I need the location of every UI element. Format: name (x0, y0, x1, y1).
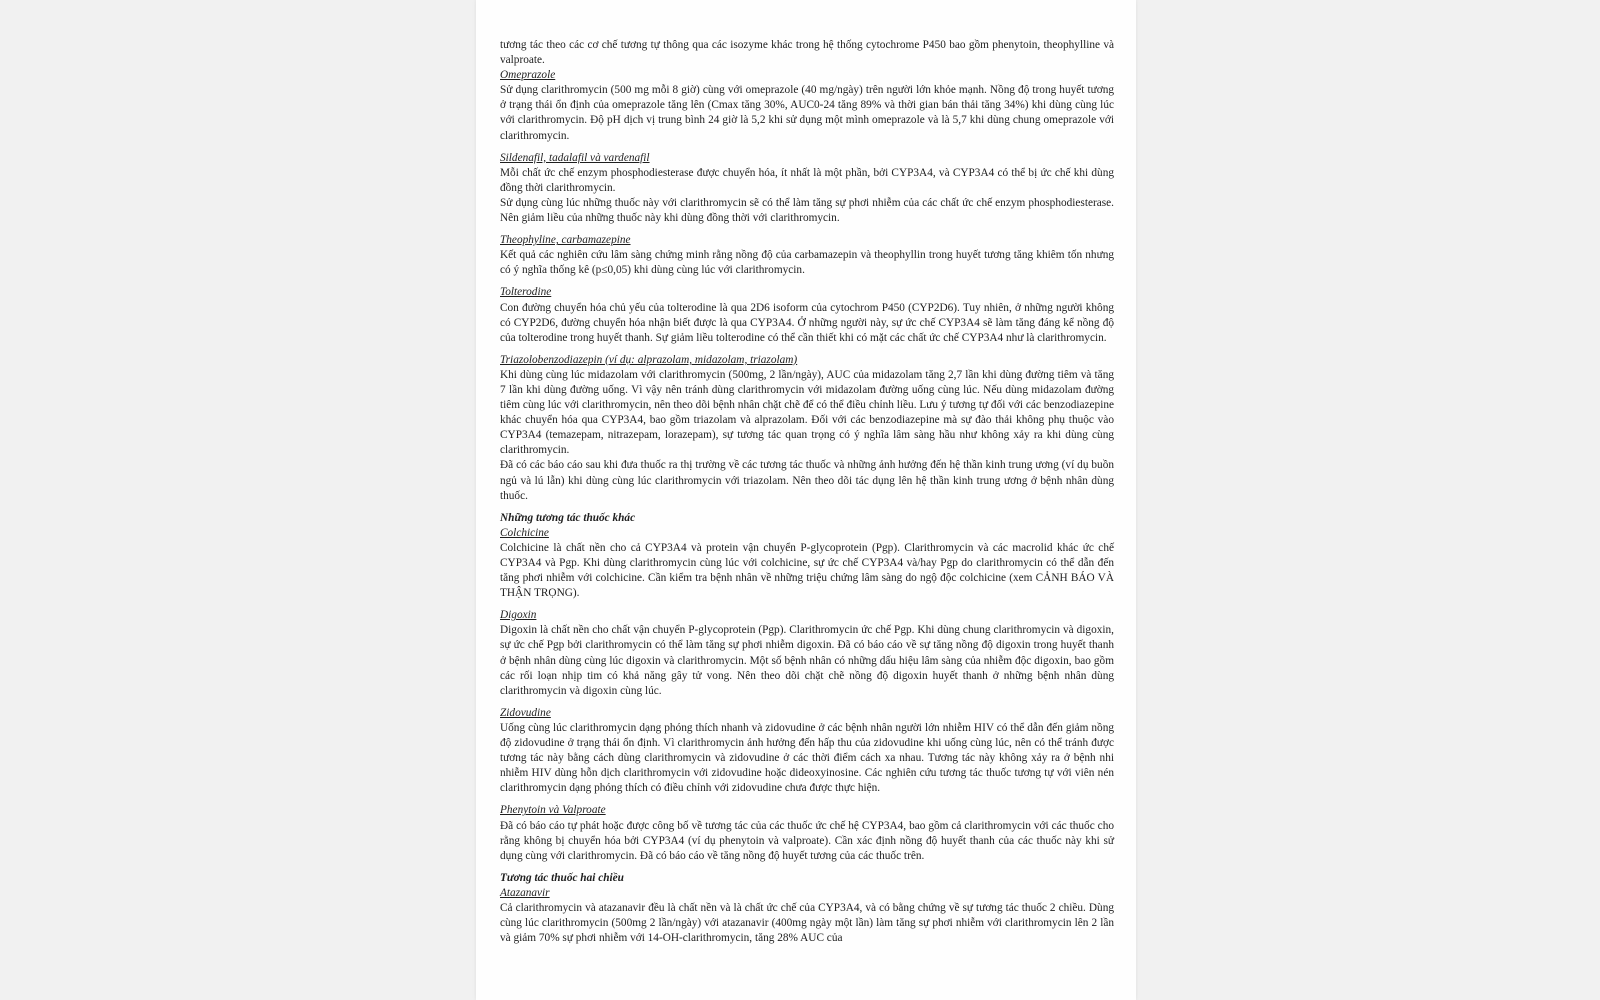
section-body: Colchicine là chất nền cho cả CYP3A4 và protein vận chuyển P-glycoprotein (Pgp). Clarithromycin và các macrolid khác ức chế CYP3A4 và Pgp. Khi dùng clarithromycin cùng lúc với colchicine, sự ức chế CYP3A4 và/hay Pgp do clarithromycin có thể dẫn đến tăng phơi nhiễm với colchicine. Cần kiểm tra bệnh nhân về những triệu chứng lâm sàng do ngộ độc colchicine (xem CẢNH BÁO VÀ THẬN TRỌNG). (500, 541, 1114, 600)
section-heading: Atazanavir (500, 886, 550, 899)
section-zidovudine (500, 706, 1114, 797)
document-page (476, 0, 1136, 1000)
section-phenytoin (500, 803, 1114, 863)
section-body: Khi dùng cùng lúc midazolam với clarithromycin (500mg, 2 lần/ngày), AUC của midazolam tăng 2,7 lần khi dùng đường tiêm và tăng 7 lần khi dùng đường uống. Vì vậy nên tránh dùng clarithromycin với midazolam đường uống cùng lúc. Nếu dùng midazolam đường tiêm cùng lúc với clarithromycin, nên theo dõi bệnh nhân chặt chẽ để có thể điều chỉnh liều. Lưu ý tương tự đối với các benzodiazepine khác chuyển hóa qua CYP3A4, bao gồm triazolam và alprazolam. Đối với các benzodiazepine mà sự đào thải không phụ thuộc vào CYP3A4 (temazepam, nitrazepam, lorazepam), sự tương tác quan trọng có ý nghĩa lâm sàng hầu như không xảy ra khi dùng cùng clarithromycin. (500, 368, 1114, 457)
section-heading: Omeprazole (500, 69, 556, 82)
section-triazolobenzodiazepin (500, 353, 1114, 504)
group-other-interactions (500, 511, 1114, 602)
section-body: Digoxin là chất nền cho chất vận chuyển P-glycoprotein (Pgp). Clarithromycin ức chế Pgp. Khi dùng chung clarithromycin và digoxin, sự ức chế Pgp bởi clarithromycin có thể làm tăng sự phơi nhiễm digoxin. Đã có báo cáo về sự tăng nồng độ digoxin trong huyết thanh ở bệnh nhân dùng cùng lúc digoxin và clarithromycin. Một số bệnh nhân có những dấu hiệu lâm sàng của nhiễm độc digoxin, bao gồm các rối loạn nhịp tim có khả năng gây tử vong. Nên theo dõi chặt chẽ nồng độ digoxin huyết thanh ở những bệnh nhân dùng clarithromycin và digoxin cùng lúc. (500, 624, 1114, 697)
group-heading: Những tương tác thuốc khác (500, 511, 636, 524)
section-sildenafil (500, 151, 1114, 226)
page-content (500, 38, 1114, 953)
group-heading: Tương tác thuốc hai chiều (500, 871, 624, 884)
section-tolterodine (500, 285, 1114, 345)
section-heading: Digoxin (500, 609, 537, 622)
section-body: Con đường chuyển hóa chủ yếu của tolterodine là qua 2D6 isoform của cytochrom P450 (CYP2D6). Tuy nhiên, ở những người không có CYP2D6, đường chuyển hóa nhận biết được là qua CYP3A4. Ở những người này, sự ức chế CYP3A4 sẽ làm tăng đáng kể nồng độ của tolterodine trong huyết thanh. Sự giảm liều tolterodine có thể cần thiết khi có mặt các chất ức chế CYP3A4 như là clarithromycin. (500, 301, 1114, 344)
group-two-way-interactions (500, 871, 1114, 946)
section-heading: Zidovudine (500, 706, 551, 719)
section-body: Mỗi chất ức chế enzym phosphodiesterase được chuyển hóa, ít nhất là một phần, bởi CYP3A4, và CYP3A4 có thể bị ức chế khi dùng đồng thời clarithromycin. (500, 166, 1114, 194)
section-body: Uống cùng lúc clarithromycin dạng phóng thích nhanh và zidovudine ở các bệnh nhân người lớn nhiễm HIV có thể dẫn đến giảm nồng độ zidovudine ở trạng thái ổn định. Vì clarithromycin ảnh hưởng đến hấp thu của zidovudine khi uống cùng lúc, nên có thể tránh được tương tác này bằng cách dùng clarithromycin và zidovudine ở các thời điểm cách xa nhau. Tương tác này không xảy ra ở bệnh nhi nhiễm HIV dùng hỗn dịch clarithromycin với zidovudine hoặc dideoxyinosine. Các nghiên cứu tương tác thuốc tương tự với viên nén clarithromycin dạng phóng thích có điều chỉnh với zidovudine chưa được thực hiện. (500, 721, 1114, 795)
section-body: Đã có các báo cáo sau khi đưa thuốc ra thị trường về các tương tác thuốc và những ảnh hưởng đến hệ thần kinh trung ương (ví dụ buồn ngủ và lú lẫn) khi dùng cùng lúc clarithromycin với triazolam. Nên theo dõi tác dụng lên hệ thần kinh trung ương ở bệnh nhân dùng thuốc. (500, 459, 1114, 502)
section-body: Đã có báo cáo tự phát hoặc được công bố về tương tác của các thuốc ức chế hệ CYP3A4, bao gồm cả clarithromycin với các thuốc cho rằng không bị chuyển hóa bởi CYP3A4 (ví dụ phenytoin và valproate). Cần xác định nồng độ huyết thanh của các thuốc này khi sử dụng cùng với clarithromycin. Đã có báo cáo về tăng nồng độ huyết tương của các thuốc trên. (500, 819, 1114, 862)
section-digoxin (500, 608, 1114, 699)
section-heading: Phenytoin và Valproate (500, 804, 606, 817)
section-body: Sử dụng clarithromycin (500 mg mỗi 8 giờ) cùng với omeprazole (40 mg/ngày) trên người lớn khỏe mạnh. Nồng độ trong huyết tương ở trạng thái ổn định của omeprazole tăng lên (Cmax tăng 30%, AUC0-24 tăng 89% và thời gian bán thải tăng 34%) khi dùng cùng lúc với clarithromycin. Độ pH dịch vị trung bình 24 giờ là 5,2 khi sử dụng một mình omeprazole và là 5,7 khi dùng chung omeprazole với clarithromycin. (500, 84, 1114, 142)
section-heading: Colchicine (500, 526, 549, 539)
section-omeprazole (500, 68, 1114, 143)
section-body: Sử dụng cùng lúc những thuốc này với clarithromycin sẽ có thể làm tăng sự phơi nhiễm của các chất ức chế enzym phosphodiesterase. Nên giảm liều của những thuốc này khi dùng đồng thời với clarithromycin. (500, 196, 1114, 225)
section-theophylline (500, 233, 1114, 278)
section-body: Kết quả các nghiên cứu lâm sàng chứng minh rằng nồng độ của carbamazepin và theophyllin trong huyết tương tăng khiêm tốn nhưng có ý nghĩa thống kê (p≤0,05) khi dùng cùng lúc với clarithromycin. (500, 249, 1114, 277)
intro-paragraph: tương tác theo các cơ chế tương tự thông qua các isozyme khác trong hệ thống cytochrome P450 bao gồm phenytoin, theophylline và valproate. (500, 39, 1114, 67)
section-heading: Sildenafil, tadalafil và vardenafil (500, 151, 650, 164)
section-body: Cả clarithromycin và atazanavir đều là chất nền và là chất ức chế của CYP3A4, và có bằng chứng về sự tương tác thuốc 2 chiều. Dùng cùng lúc clarithromycin (500mg 2 lần/ngày) với atazanavir (400mg ngày một lần) làm tăng sự phơi nhiễm với clarithromycin lên 2 lần và giảm 70% sự phơi nhiễm với 14-OH-clarithromycin, tăng 28% AUC của (500, 901, 1114, 945)
section-heading: Tolterodine (500, 286, 552, 299)
section-heading: Triazolobenzodiazepin (ví dụ: alprazolam, midazolam, triazolam) (500, 353, 798, 366)
section-heading: Theophyline, carbamazepine (500, 234, 631, 247)
